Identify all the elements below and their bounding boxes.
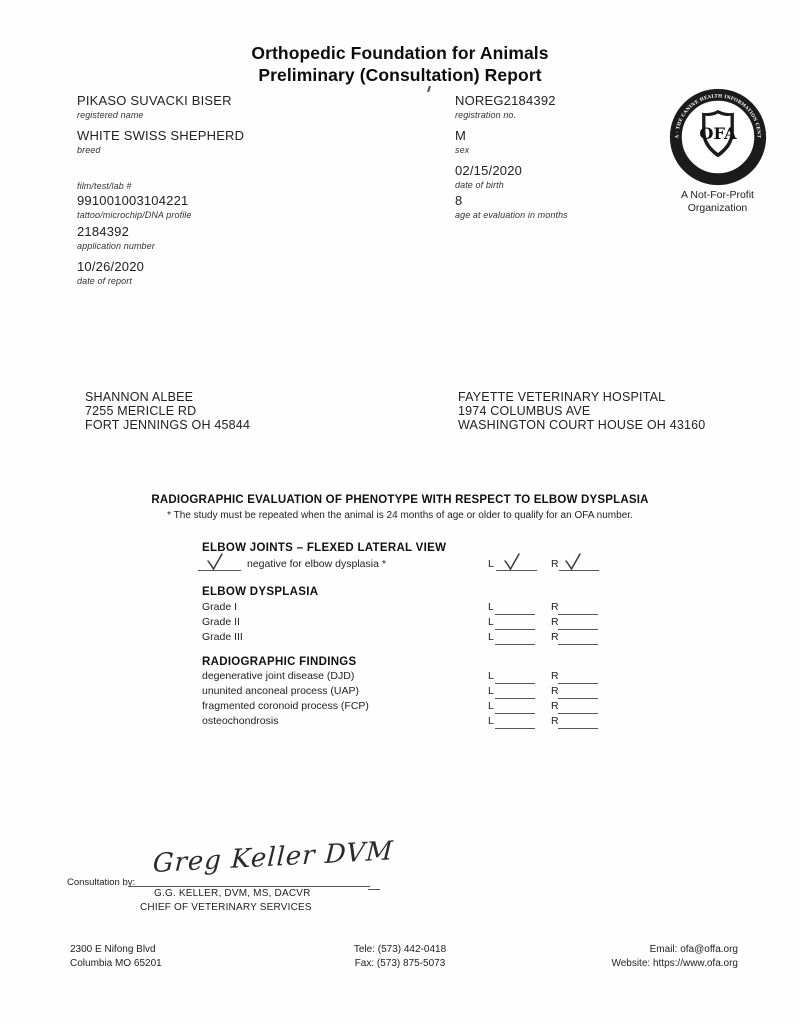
field-sex [455,128,469,155]
right-label: R [551,631,559,643]
owner-address-block [85,390,250,432]
elbow-joints-result-row [0,557,800,574]
left-label: L [488,715,494,727]
clinic-name: FAYETTE VETERINARY HOSPITAL [458,390,666,404]
field-value: 10/26/2020 [77,259,145,274]
checkmark-icon [503,553,523,571]
field-value: M [455,128,467,143]
right-blank-line [558,702,598,714]
field-date-of-birth [455,163,522,190]
ofa-logo-block [660,85,775,215]
right-label: R [551,700,559,712]
signature-line-tail [368,878,380,890]
footer-address-line2: Columbia MO 65201 [70,958,162,969]
left-label: L [488,685,494,697]
elbow-dysplasia-heading: ELBOW DYSPLASIA [202,586,319,598]
clinic-address-block [458,390,705,432]
left-blank-line [495,618,535,630]
field-breed [77,128,244,155]
row-label: Grade I [202,601,238,613]
row-label: fragmented coronoid process (FCP) [202,700,369,712]
radiographic-findings-heading: RADIOGRAPHIC FINDINGS [202,656,357,668]
owner-street: 7255 MERICLE RD [85,404,197,418]
right-label: R [551,558,559,570]
field-value: 991001003104221 [77,193,189,208]
field-label: application number [77,241,155,251]
scan-artifact-mark [427,86,431,92]
handwritten-signature: Greg Keller DVM [152,836,395,879]
right-blank-line [558,687,598,699]
field-label: tattoo/microchip/DNA profile [77,210,192,220]
ofa-seal-icon [666,85,767,186]
seal-ring-text-top: OFA · THE CANINE HEALTH INFORMATION CENTER [666,85,761,139]
evaluation-heading: RADIOGRAPHIC EVALUATION OF PHENOTYPE WITH RESPECT TO ELBOW DYSPLASIA [151,494,649,506]
right-label: R [551,685,559,697]
footer-address-line1: 2300 E Nifong Blvd [70,944,156,955]
checkmark-icon [564,553,584,571]
signer-name: G.G. KELLER, DVM, MS, DACVR [154,888,311,899]
owner-name: SHANNON ALBEE [85,390,194,404]
right-label: R [551,715,559,727]
right-label: R [551,670,559,682]
row-label: degenerative joint disease (DJD) [202,670,355,682]
checkmark-icon [206,553,226,571]
logo-tagline-line2: Organization [687,202,748,214]
row-label: osteochondrosis [202,715,279,727]
seal-ring-text-bottom: · SINCE 1966 · [695,160,740,173]
grade-row [0,631,800,648]
left-label: L [488,601,494,613]
field-label: film/test/lab # [77,181,132,191]
field-value: WHITE SWISS SHEPHERD [77,128,245,143]
elbow-joints-heading: ELBOW JOINTS – FLEXED LATERAL VIEW [202,542,447,554]
row-label: Grade III [202,631,243,643]
field-tattoo-microchip [77,193,192,220]
result-label: negative for elbow dysplasia * [247,558,386,570]
right-blank-line [558,603,598,615]
field-value: 2184392 [77,224,130,239]
field-label: registration no. [455,110,517,120]
left-label: L [488,616,494,628]
footer-web-block [611,943,738,971]
left-blank-line [495,687,535,699]
right-blank-line [558,717,598,729]
field-label: sex [455,145,470,155]
field-label: date of birth [455,180,504,190]
footer-fax: Fax: (573) 875-5073 [354,958,446,969]
field-value: NOREG2184392 [455,93,556,108]
seal-initials: OFA [698,123,737,143]
right-blank-line [558,672,598,684]
consultation-by-label: Consultation by: [67,877,136,888]
clinic-city: WASHINGTON COURT HOUSE OH 43160 [458,418,706,432]
field-value: 02/15/2020 [455,163,523,178]
page-title: Orthopedic Foundation for Animals [251,43,549,63]
field-film-test-lab [77,181,132,191]
logo-tagline-line1: A Not-For-Profit [681,189,754,201]
field-label: registered name [77,110,144,120]
field-value: 8 [455,193,463,208]
row-label: Grade II [202,616,240,628]
evaluation-note: * The study must be repeated when the animal is 24 months of age or older to qualify for an OFA number. [167,510,633,521]
left-blank-line [495,633,535,645]
right-label: R [551,616,559,628]
footer-website: Website: https://www.ofa.org [611,958,738,969]
left-label: L [488,670,494,682]
field-application-number [77,224,155,251]
left-blank-line [495,702,535,714]
footer-tele: Tele: (573) 442-0418 [353,944,447,955]
left-blank-line [495,603,535,615]
row-label: ununited anconeal process (UAP) [202,685,360,697]
left-label: L [488,631,494,643]
footer-email: Email: ofa@offa.org [649,944,738,955]
right-label: R [551,601,559,613]
field-date-of-report [77,259,144,286]
field-label: breed [77,145,101,155]
field-label: age at evaluation in months [455,210,568,220]
field-registered-name [77,93,232,120]
field-label: date of report [77,276,132,286]
left-label: L [488,700,494,712]
right-blank-line [558,633,598,645]
left-blank-line [495,717,535,729]
left-label: L [488,558,494,570]
page-subtitle: Preliminary (Consultation) Report [258,65,542,85]
finding-row [0,715,800,732]
clinic-street: 1974 COLUMBUS AVE [458,404,591,418]
field-registration-no [455,93,556,120]
field-age-at-evaluation [455,193,568,220]
left-blank-line [495,672,535,684]
right-blank-line [558,618,598,630]
field-value: PIKASO SUVACKI BISER [77,93,232,108]
signer-title: CHIEF OF VETERINARY SERVICES [140,902,312,913]
owner-city: FORT JENNINGS OH 45844 [85,418,251,432]
